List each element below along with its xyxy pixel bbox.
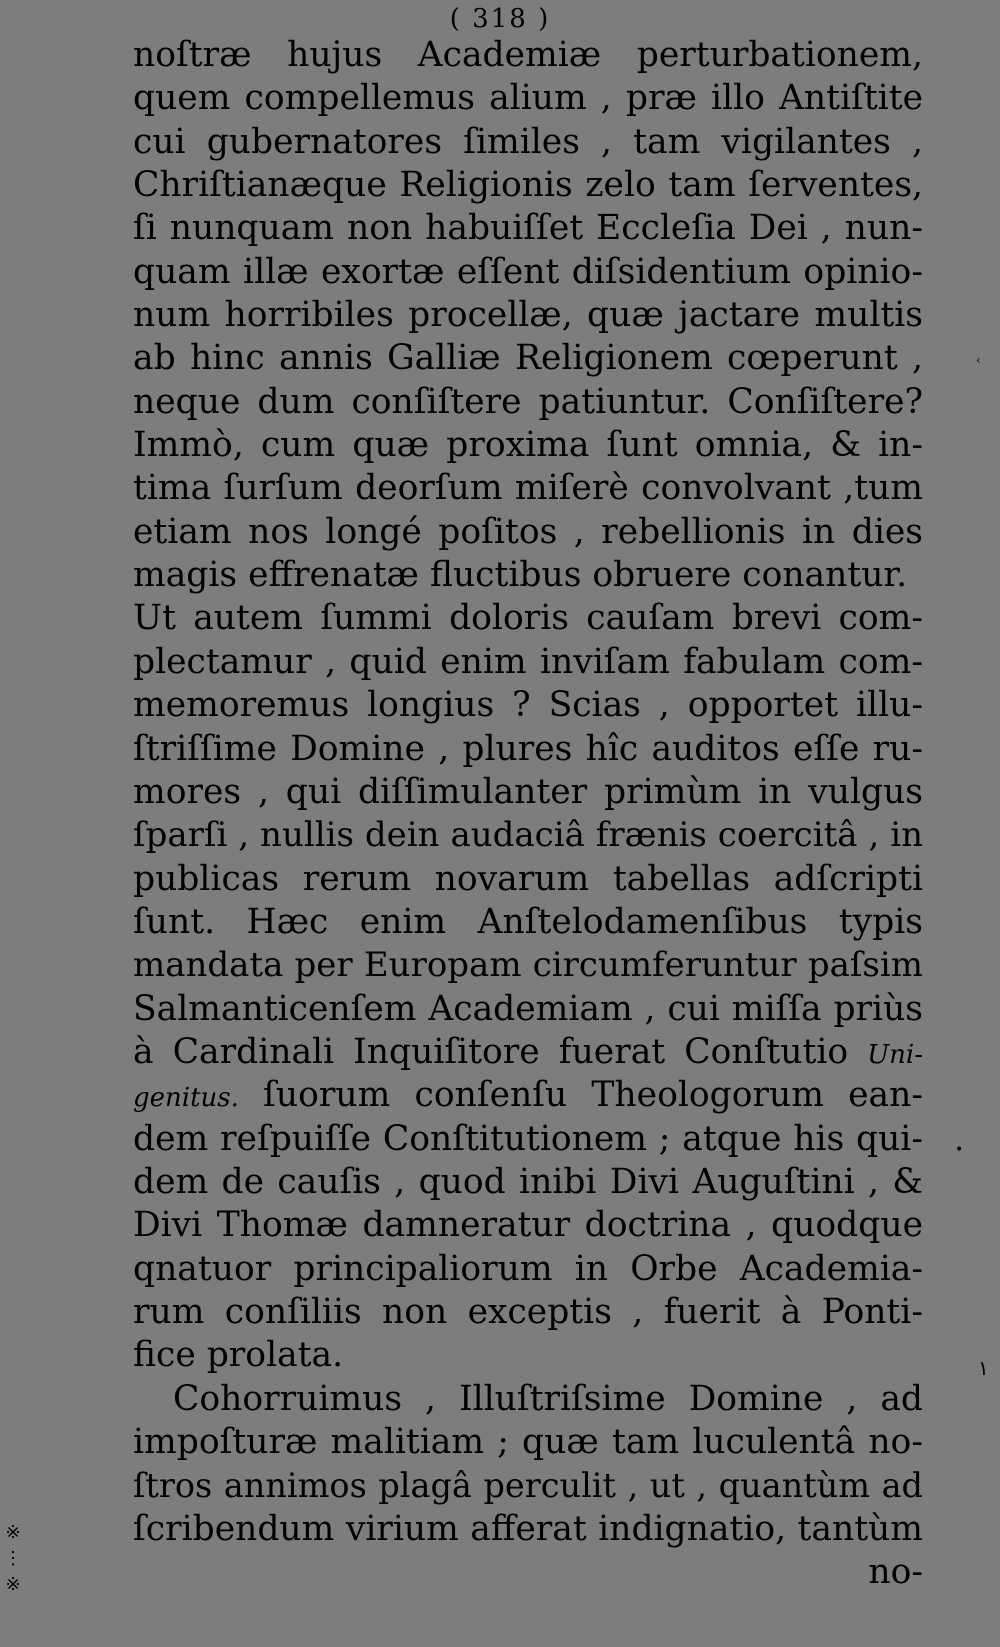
text-line: publicas rerum novarum tabellas adſcripti: [133, 858, 923, 899]
text-line: tima ſurſum deorſum miſerè convolvant ,tum: [133, 468, 923, 509]
text-line: noſtræ hujus Academiæ perturbationem,: [133, 35, 923, 75]
text-line: plectamur , quid enim inviſam fabulam com-: [133, 641, 923, 682]
italic-word: genitus.: [133, 1083, 239, 1114]
margin-mark: ‹: [976, 353, 981, 367]
text-line: rum conſiliis non exceptis , fuerit à Ponti-: [133, 1291, 923, 1332]
text-line: mores , qui diſſimulanter primùm in vulgus: [133, 771, 923, 812]
margin-stain-icon: ※ ⋮ ※: [4, 1522, 22, 1595]
text-line: qnatuor principaliorum in Orbe Academia-: [133, 1248, 923, 1289]
text-line: ſcribendum virium afferat indignatio, tantùm: [133, 1508, 923, 1549]
text-line: memoremus longius ? Scias , opportet illu-: [133, 685, 923, 726]
text-line: quem compellemus alium , præ illo Antiſtite: [133, 78, 923, 119]
margin-mark: ١: [978, 1356, 989, 1380]
text-line: etiam nos longé poſitos , rebellionis in dies: [133, 511, 923, 552]
text-line: Cohorruimus , Illuſtriſsime Domine , ad: [173, 1378, 923, 1419]
text-line: fice prolata.: [133, 1335, 344, 1376]
text-line: Chriſtianæque Religionis zelo tam ſerventes,: [133, 165, 923, 206]
margin-mark: •: [955, 1142, 964, 1158]
text-line-main: ſuorum conſenſu Theologorum ean-: [263, 1075, 923, 1116]
body-text: [133, 34, 923, 1594]
text-line: [133, 1074, 923, 1117]
text-line: ſtriſſime Domine , plures hîc auditos eſſe ru-: [133, 728, 923, 769]
text-line: num horribiles procellæ, quæ jactare multis: [133, 295, 923, 336]
text-line: cui gubernatores ſimiles , tam vigilantes ,: [133, 121, 923, 162]
text-line: [133, 1031, 923, 1074]
text-line: magis effrenatæ fluctibus obruere conantur.: [133, 555, 908, 596]
text-line: Salmanticenſem Academiam , cui miſſa priùs: [133, 988, 923, 1029]
text-line: quam illæ exortæ eſſent diſsidentium opinio-: [133, 251, 923, 292]
text-line: ab hinc annis Galliæ Religionem cœperunt ,: [133, 338, 923, 379]
text-line-main: à Cardinali Inquiſitore fuerat Conſtutio: [133, 1031, 849, 1072]
text-line: ſparſi , nullis dein audaciâ frænis coercitâ , in: [133, 815, 923, 856]
text-line: ſi nunquam non habuiſſet Eccleſia Dei , nun-: [133, 208, 923, 249]
text-line: ſtros annimos plagâ perculit , ut , quantùm ad: [133, 1466, 923, 1506]
text-line: Immò, cum quæ proxima ſunt omnia, & in-: [133, 425, 923, 466]
italic-word: Uni-: [867, 1039, 923, 1070]
text-line: neque dum conſiſtere patiuntur. Conſiſtere?: [133, 381, 923, 422]
text-line: dem reſpuiſſe Conſtitutionem ; atque his qui-: [133, 1118, 923, 1159]
text-line: impoſturæ malitiam ; quæ tam luculentâ no-: [133, 1422, 923, 1462]
catchword: no-: [868, 1552, 923, 1593]
page-number: ( 318 ): [449, 4, 551, 34]
text-line: Ut autem ſummi doloris cauſam brevi com-: [133, 598, 923, 639]
text-line: ſunt. Hæc enim Anſtelodamenſibus typis: [133, 901, 923, 942]
text-line: dem de cauſis , quod inibi Divi Auguſtini , &: [133, 1161, 923, 1202]
text-line: Divi Thomæ damneratur doctrina , quodque: [133, 1205, 923, 1246]
text-line: mandata per Europam circumferuntur paſsim: [133, 945, 923, 986]
